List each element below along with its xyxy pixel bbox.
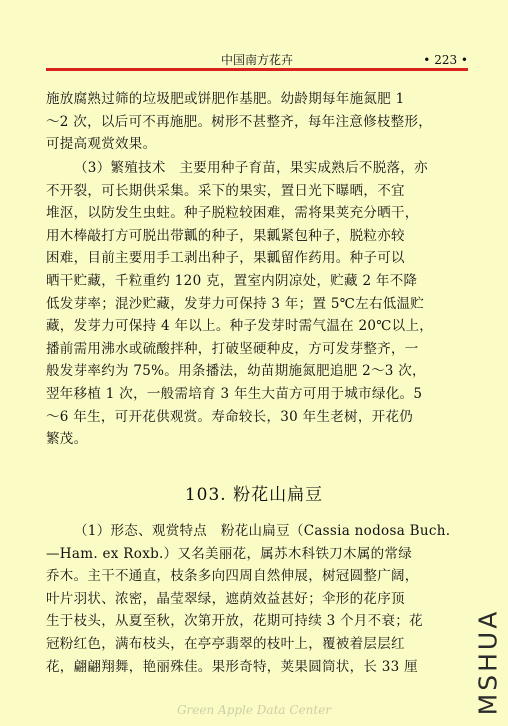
paragraph-morphology <box>46 520 468 678</box>
text-line: （3）繁殖技术 主要用种子育苗，果实成熟后不脱落，亦 <box>74 160 428 176</box>
bottom-watermark: Green Apple Data Center <box>176 703 332 717</box>
text-line: 般发芽率约为 75%。用条播法，幼苗期施氮肥追肥 2～3 次， <box>46 363 426 380</box>
text-line: 藏，发芽力可保持 4 年以上。种子发芽时需气温在 20℃以上， <box>46 318 434 335</box>
side-watermark <box>471 608 505 716</box>
text-line: 花，翩翩翔舞，艳丽殊佳。果形奇特，荚果圆筒状，长 33 厘 <box>46 658 418 675</box>
text-line: —Ham. ex Roxb.）又名美丽花，属苏木科铁刀木属的常绿 <box>46 545 413 562</box>
paragraph-continued <box>46 88 468 156</box>
text-line: 低发芽率；混沙贮藏，发芽力可保持 3 年；置 5℃左右低温贮 <box>46 295 425 312</box>
text-line: 繁茂。 <box>46 431 88 448</box>
text-line: 困难，目前主要用手工剥出种子，果瓤留作药用。种子可以 <box>46 250 405 267</box>
text-line: 可提高观赏效果。 <box>46 136 157 153</box>
text-line: （1）形态、观赏特点 粉花山扁豆（Cassia nodosa Buch. <box>74 523 451 539</box>
text-line: 晒干贮藏，千粒重约 120 克，置室内阴凉处，贮藏 2 年不降 <box>46 272 418 289</box>
page-number: • 223 • <box>423 53 468 67</box>
text-line: ～2 次，以后可不再施肥。树形不甚整齐，每年注意修枝整形， <box>46 113 433 130</box>
running-header <box>46 52 468 68</box>
paragraph-propagation <box>46 157 468 451</box>
header-divider <box>46 68 468 71</box>
text-line: 施放腐熟过筛的垃圾肥或饼肥作基肥。幼龄期每年施氮肥 1 <box>46 91 405 107</box>
text-line: 叶片羽状、浓密，晶莹翠绿，遮荫效益甚好；伞形的花序顶 <box>46 590 405 607</box>
text-line: 生于枝头，从夏至秋，次第开放，花期可持续 3 个月不衰；花 <box>46 613 423 630</box>
text-line: 堆沤，以防发生虫蛀。种子脱粒较困难，需将果荚充分晒干， <box>46 205 419 222</box>
book-title: 中国南方花卉 <box>221 53 294 67</box>
text-line: 乔木。主干不通直，枝条多向四周自然伸展，树冠圆整广阔， <box>46 568 419 585</box>
text-line: 播前需用沸水或硫酸拌种，打破坚硬种皮，方可发芽整齐，一 <box>46 340 419 357</box>
text-line: 冠粉红色，满布枝头，在亭亭翡翠的枝叶上，覆被着层层红 <box>46 635 405 652</box>
text-line: 不开裂，可长期供采集。采下的果实，置日光下曝晒，不宜 <box>46 182 405 199</box>
text-line: 翌年移植 1 次，一般需培育 3 年生大苗方可用于城市绿化。5 <box>46 385 423 402</box>
section-heading: 103. 粉花山扁豆 <box>184 485 324 505</box>
text-line: 用木棒敲打方可脱出带瓤的种子，果瓤紧包种子，脱粒亦较 <box>46 227 405 244</box>
text-line: ～6 年生，可开花供观赏。寿命较长，30 年生老树，开花仍 <box>46 408 414 425</box>
side-watermark-text: MSHUA <box>473 608 503 716</box>
